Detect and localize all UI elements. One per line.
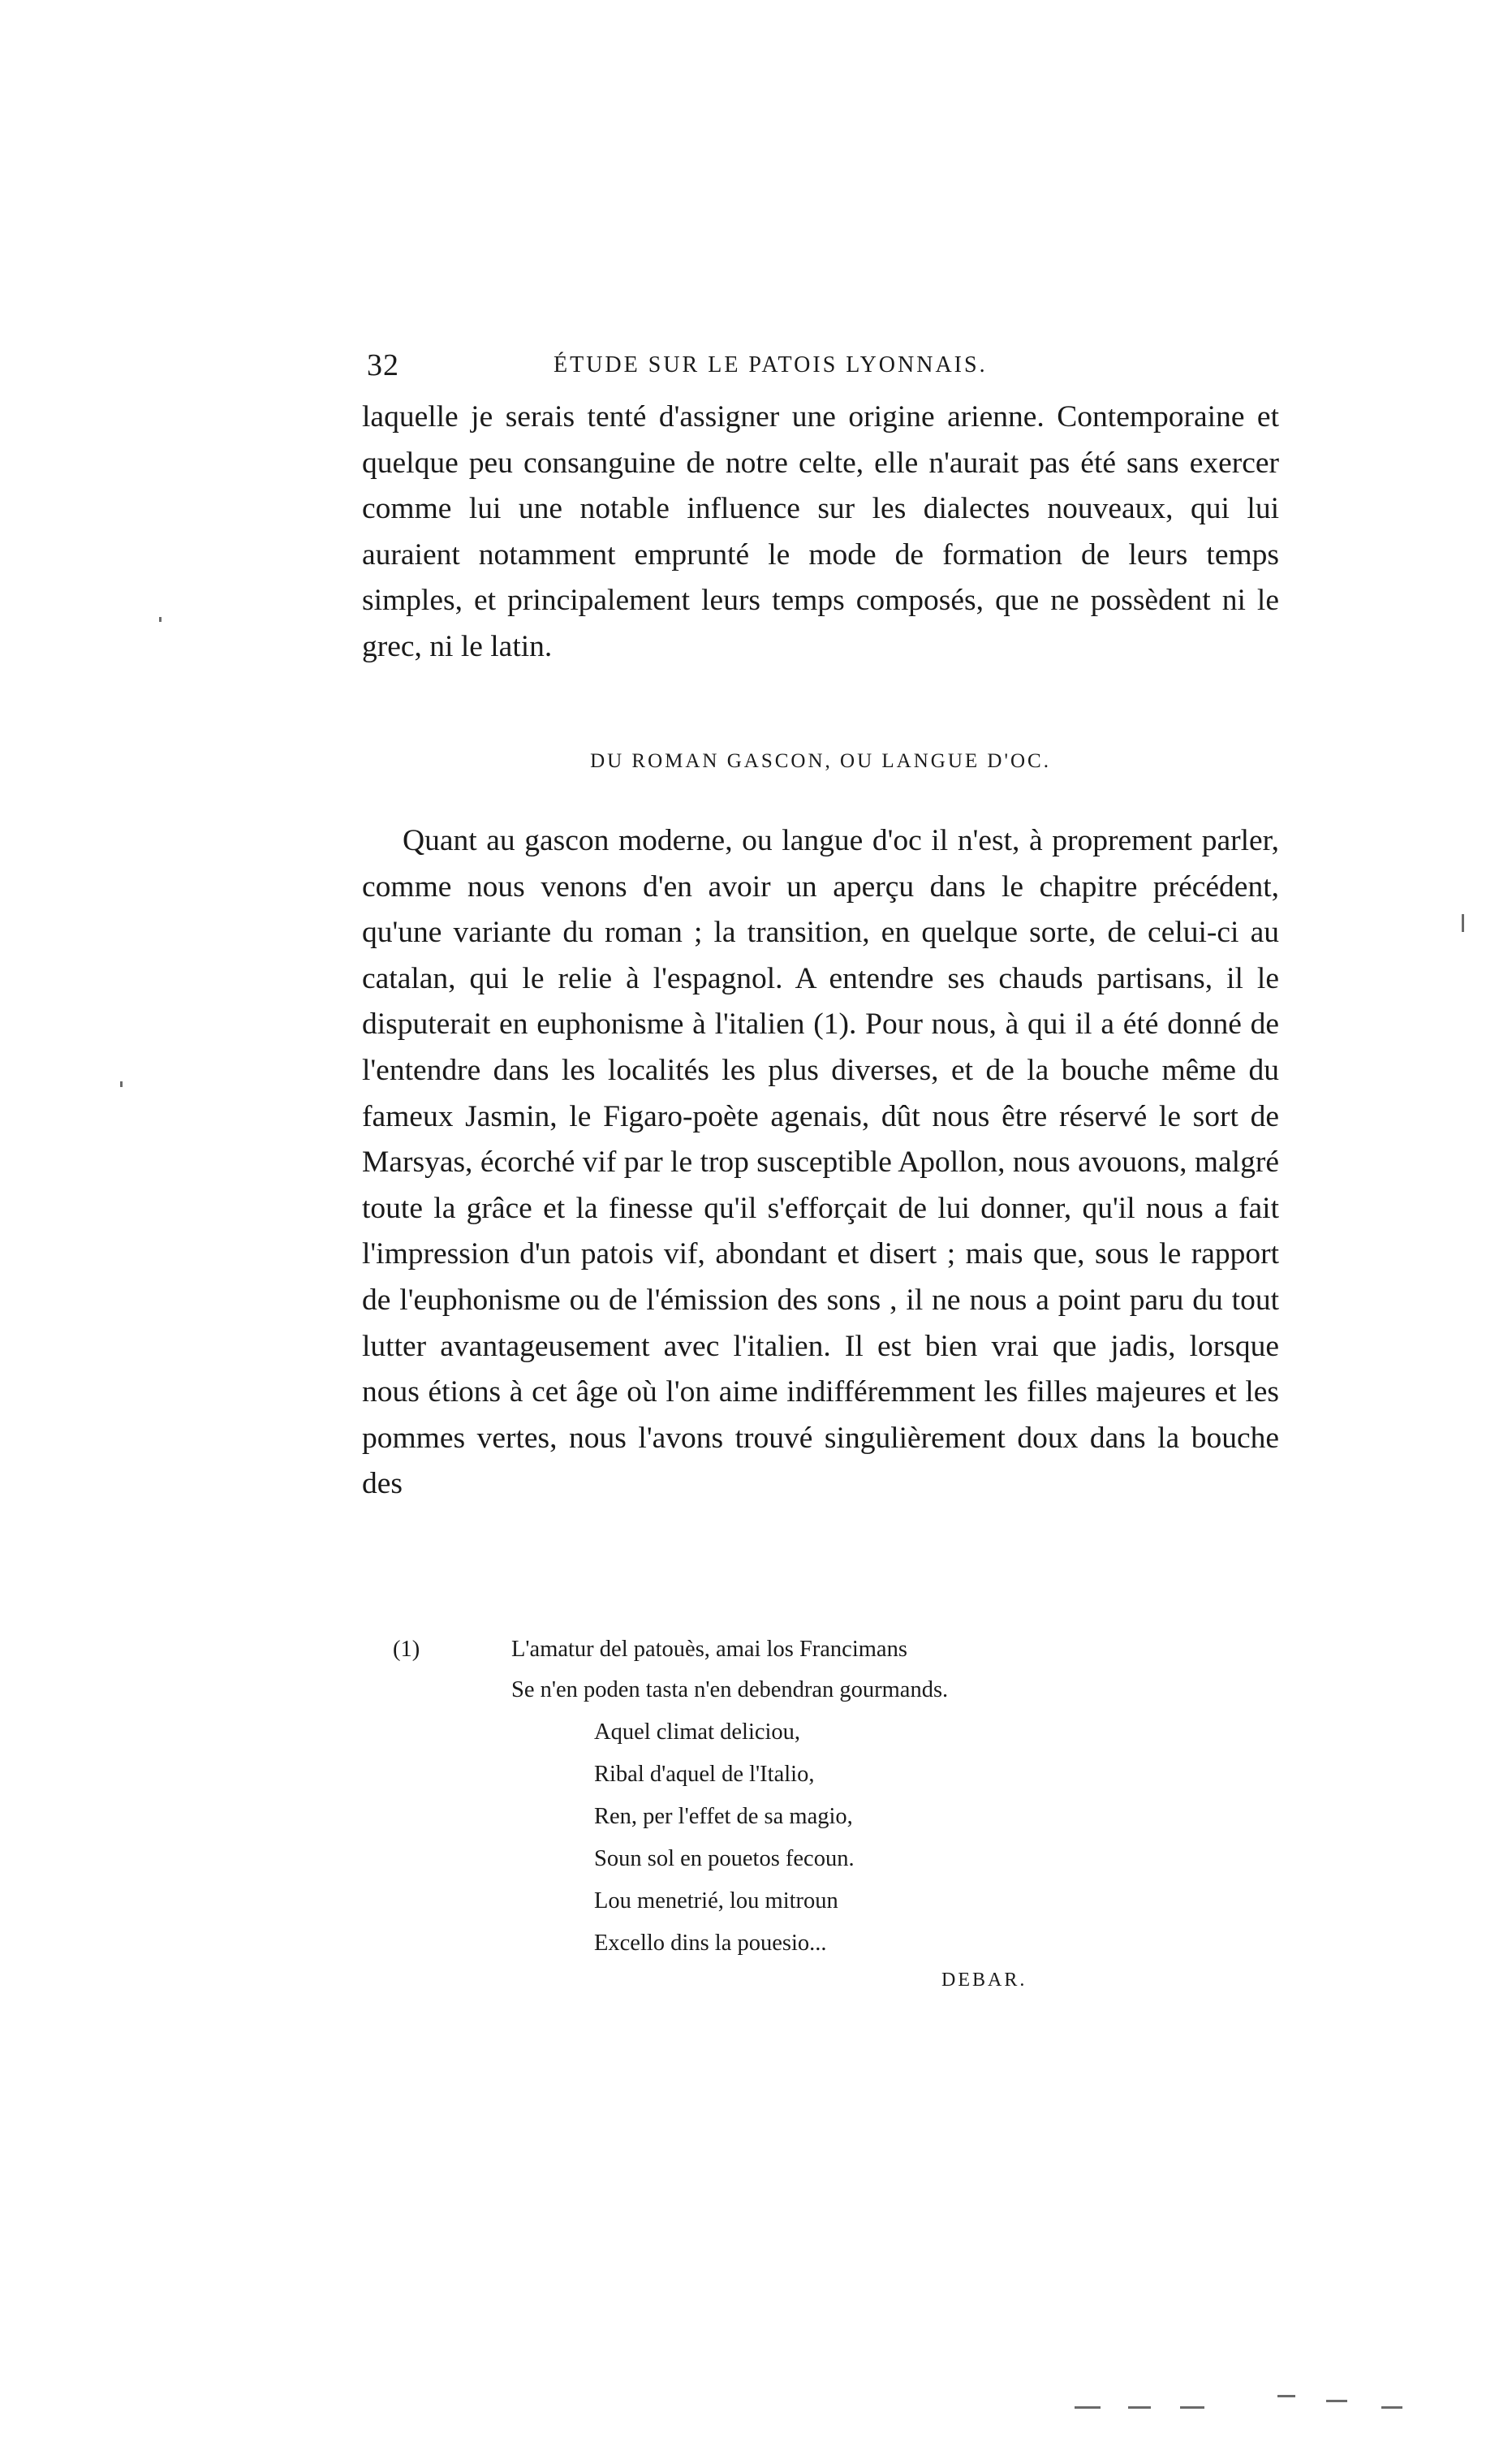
footnote-verse-line: Ribal d'aquel de l'Italio, [594, 1762, 815, 1787]
scan-speck [1326, 2400, 1347, 2402]
scan-speck [159, 617, 162, 622]
section-heading: DU ROMAN GASCON, OU LANGUE D'OC. [590, 750, 1051, 772]
footnote-verse-line: Soun sol en pouetos fecoun. [594, 1846, 855, 1871]
footnote-verse-line: Aquel climat deliciou, [594, 1719, 801, 1745]
scan-speck [1128, 2406, 1151, 2409]
footnote-verse-line: Excello dins la pouesio... [594, 1931, 827, 1956]
scan-speck [1462, 914, 1464, 932]
scan-speck [1075, 2406, 1101, 2409]
footnote-verse-line: Se n'en poden tasta n'en debendran gourmands. [511, 1677, 949, 1702]
page-header [367, 347, 1284, 396]
footnote-marker: (1) [393, 1637, 420, 1662]
paragraph-2: Quant au gascon moderne, ou langue d'oc il n'est, à proprement parler, comme nous venons d'en avoir un aperçu dans le chapitre précédent, qu'une variante du roman ; la transition, en quelque sorte, de celui-ci au catalan, qui le relie à l'espagnol. A entendre ses chauds partisans, il le disputerait en euphonisme à l'italien (1). Pour nous, à qui il a été donné de l'entendre dans les localités les plus diverses, et de la bouche même du fameux Jasmin, le Figaro-poète agenais, dût nous être réservé le sort de Marsyas, écorché vif par le trop susceptible Apollon, nous avouons, malgré toute la grâce et la finesse qu'il s'efforçait de lui donner, qu'il nous a fait l'impression d'un patois vif, abondant et disert ; mais que, sous le rapport de l'euphonisme ou de l'émission des sons , il ne nous a point paru du tout lutter avantageusement avec l'italien. Il est bien vrai que jadis, lorsque nous étions à cet âge où l'on aime indifféremment les filles majeures et les pommes vertes, nous l'avons trouvé singulièrement doux dans la bouche des [362, 824, 1279, 1501]
running-head: ÉTUDE SUR LE PATOIS LYONNAIS. [554, 352, 988, 378]
paragraph-1: laquelle je serais tenté d'assigner une origine arienne. Contemporaine et quelque peu consanguine de notre celte, elle n'aurait pas été sans exercer comme lui une notable influence sur les dialectes nouveaux, qui lui auraient notamment emprunté le mode de formation de leurs temps simples, et principalement leurs temps composés, que ne possèdent ni le grec, ni le latin. [362, 400, 1279, 663]
footnote-attribution: DEBAR. [941, 1970, 1027, 1991]
footnote-verse-line: Lou menetrié, lou mitroun [594, 1888, 838, 1913]
scan-speck [120, 1081, 123, 1087]
footnote-verse-line: Ren, per l'effet de sa magio, [594, 1804, 853, 1829]
scan-speck [1381, 2406, 1402, 2409]
scan-speck [1180, 2406, 1204, 2409]
scan-speck [1277, 2395, 1295, 2397]
footnote-verse-line: L'amatur del patouès, amai los Francimans [511, 1637, 907, 1662]
page-number: 32 [367, 348, 399, 382]
